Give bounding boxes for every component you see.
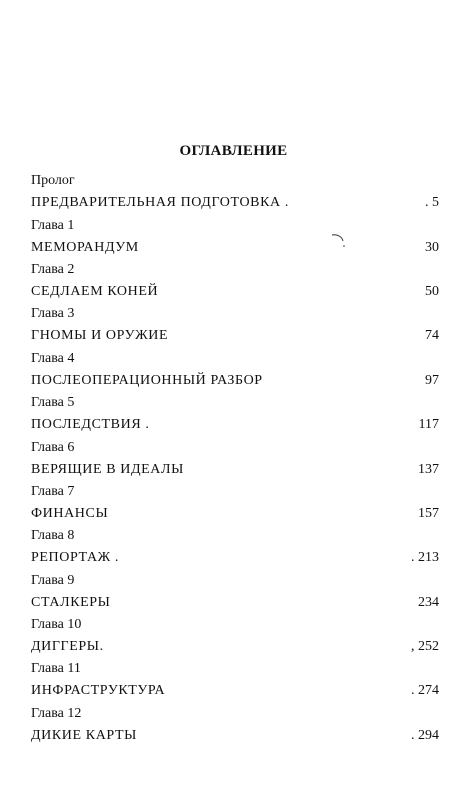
chapter-title: ПОСЛЕОПЕРАЦИОННЫЙ РАЗБОР: [31, 373, 263, 388]
chapter-label: Глава 2: [31, 262, 75, 277]
page-number: . 5: [425, 195, 439, 210]
chapter-title: СТАЛКЕРЫ: [31, 595, 111, 610]
chapter-title: ПОСЛЕДСТВИЯ .: [31, 417, 150, 432]
page-number: 137: [418, 462, 439, 477]
chapter-label: Глава 4: [31, 351, 75, 366]
page-number: 50: [425, 284, 439, 299]
chapter-title: ПРЕДВАРИТЕЛЬНАЯ ПОДГОТОВКА .: [31, 195, 289, 210]
chapter-label: Глава 3: [31, 306, 75, 321]
page-number: . 294: [411, 728, 439, 743]
chapter-title: ДИГГЕРЫ.: [31, 639, 104, 654]
chapter-title: ИНФРАСТРУКТУРА: [31, 683, 166, 698]
chapter-title: СЕДЛАЕМ КОНЕЙ: [31, 284, 159, 299]
chapter-label: Глава 1: [31, 218, 75, 233]
chapter-label: Глава 5: [31, 395, 75, 410]
chapter-label: Глава 6: [31, 440, 75, 455]
page-number: 30: [425, 240, 439, 255]
page-number: . 274: [411, 683, 439, 698]
chapter-label: Глава 9: [31, 573, 75, 588]
page-title: ОГЛАВЛЕНИЕ: [179, 143, 288, 159]
chapter-label: Глава 7: [31, 484, 75, 499]
page-number: 97: [425, 373, 439, 388]
chapter-title: МЕМОРАНДУМ: [31, 240, 139, 255]
chapter-title: РЕПОРТАЖ .: [31, 550, 120, 565]
page-number: 157: [418, 506, 439, 521]
chapter-title: ГНОМЫ И ОРУЖИЕ: [31, 328, 169, 343]
chapter-title: ДИКИЕ КАРТЫ: [31, 728, 137, 743]
chapter-label: Глава 8: [31, 528, 75, 543]
chapter-label: Глава 11: [31, 661, 81, 676]
chapter-label: Глава 10: [31, 617, 82, 632]
page-number: 74: [425, 328, 439, 343]
chapter-label: Пролог: [31, 173, 75, 188]
pen-stroke-mark: [330, 232, 346, 248]
chapter-title: ФИНАНСЫ: [31, 506, 109, 521]
page-number: 117: [418, 417, 439, 432]
chapter-label: Глава 12: [31, 706, 82, 721]
page-number: , 252: [411, 639, 439, 654]
page-number: 234: [418, 595, 439, 610]
page-number: . 213: [411, 550, 439, 565]
chapter-title: ВЕРЯЩИЕ В ИДЕАЛЫ: [31, 462, 184, 477]
